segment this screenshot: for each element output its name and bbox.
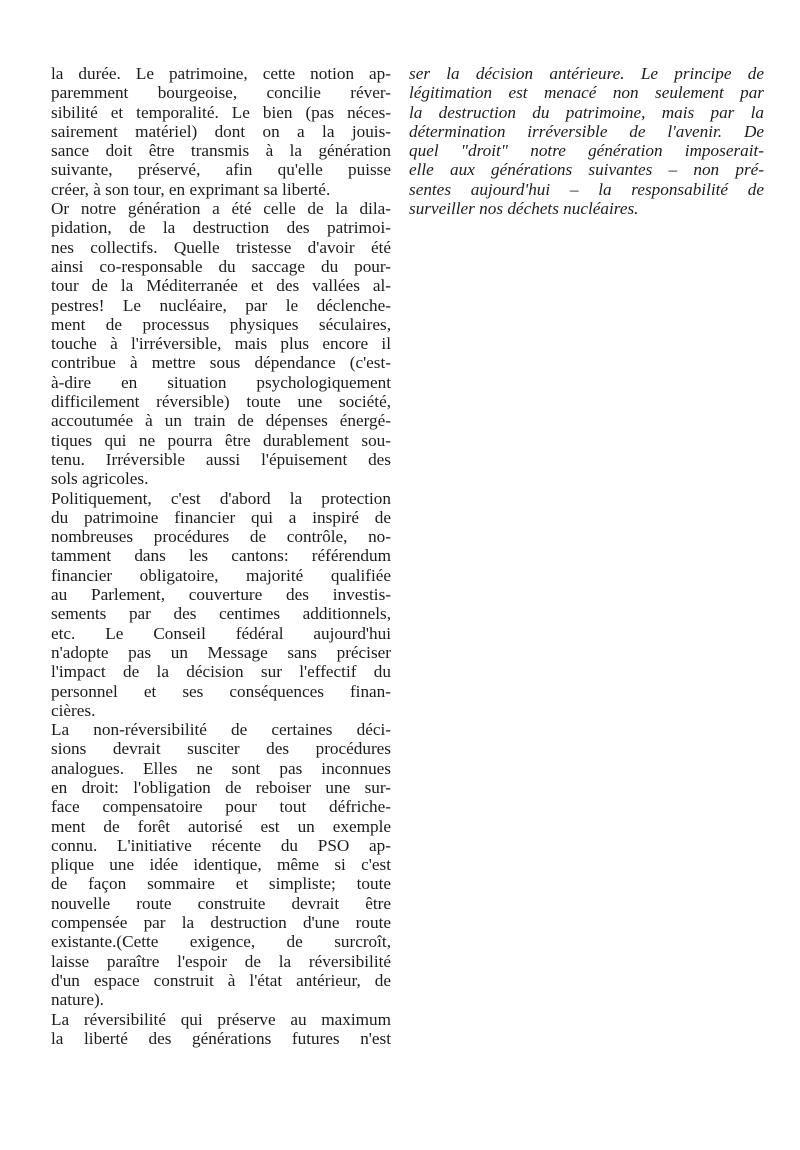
text-line: La réversibilité qui préserve au maximum [51,1009,391,1029]
text-line: personnel et ses conséquences finan- [51,681,391,701]
text-line: nature). [51,990,104,1010]
text-line: ment de processus physiques séculaires, [51,314,391,334]
text-line: face compensatoire pour tout défriche- [51,797,391,817]
text-line: sols agricoles. [51,469,149,489]
text-line: nes collectifs. Quelle tristesse d'avoir été [51,237,391,257]
text-line: etc. Le Conseil fédéral aujourd'hui [51,623,391,643]
text-line: sance doit être transmis à la génération [51,141,391,161]
text-line: Or notre génération a été celle de la dila- [51,199,391,219]
text-line: Politiquement, c'est d'abord la protection [51,488,391,508]
text-line: tamment dans les cantons: référendum [51,546,391,566]
text-line: légitimation est menacé non seulement par [409,83,764,103]
text-line: en droit: l'obligation de reboiser une sur- [51,777,391,797]
text-line: tiques qui ne pourra être durablement sou- [51,430,391,450]
text-line: difficilement réversible) toute une société, [51,392,391,412]
text-line: sairement matériel) dont on a la jouis- [51,121,391,141]
right-text-column [409,64,764,218]
text-line: tenu. Irréversible aussi l'épuisement des [51,449,391,469]
text-line: ainsi co-responsable du saccage du pour- [51,256,391,276]
text-line: pestres! Le nucléaire, par le déclenche- [51,295,391,315]
text-line: d'un espace construit à l'état antérieur, de [51,970,391,990]
text-line: nombreuses procédures de contrôle, no- [51,527,391,547]
text-line: elle aux générations suivantes – non pré- [409,160,764,180]
text-line: paremment bourgeoise, concilie réver- [51,83,391,103]
text-line: n'adopte pas un Message sans préciser [51,642,391,662]
text-line: de façon sommaire et simpliste; toute [51,874,391,894]
text-line: détermination irréversible de l'avenir. De [409,121,764,141]
left-text-column [51,64,391,1048]
text-line: la liberté des générations futures n'est [51,1028,391,1048]
text-line: du patrimoine financier qui a inspiré de [51,507,391,527]
text-line: surveiller nos déchets nucléaires. [409,199,639,219]
text-line: sements par des centimes additionnels, [51,604,391,624]
text-line: ser la décision antérieure. Le principe de [409,64,764,83]
text-line: ment de forêt autorisé est un exemple [51,816,391,836]
text-line: contribue à mettre sous dépendance (c'est- [51,353,391,373]
text-line: connu. L'initiative récente du PSO ap- [51,835,391,855]
text-line: suivante, préservé, afin qu'elle puisse [51,160,391,180]
text-line: tour de la Méditerranée et des vallées al- [51,276,391,296]
text-line: au Parlement, couverture des investis- [51,585,391,605]
text-line: laisse paraître l'espoir de la réversibilité [51,951,391,971]
text-line: accoutumée à un train de dépenses énergé- [51,411,391,431]
text-line: la destruction du patrimoine, mais par la [409,102,764,122]
text-line: cières. [51,700,96,720]
text-line: la durée. Le patrimoine, cette notion ap- [51,64,391,83]
text-line: analogues. Elles ne sont pas inconnues [51,758,391,778]
text-line: plique une idée identique, même si c'est [51,855,391,875]
text-line: pidation, de la destruction des patrimoi- [51,218,391,238]
text-line: à-dire en situation psychologiquement [51,372,391,392]
text-line: sibilité et temporalité. Le bien (pas néces- [51,102,391,122]
text-line: financier obligatoire, majorité qualifiée [51,565,391,585]
text-line: l'impact de la décision sur l'effectif du [51,662,391,682]
text-line: La non-réversibilité de certaines déci- [51,720,391,740]
text-line: compensée par la destruction d'une route [51,913,391,933]
text-line: existante.(Cette exigence, de surcroît, [51,932,391,952]
text-line: créer, à son tour, en exprimant sa liberté. [51,179,331,199]
text-line: sions devrait susciter des procédures [51,739,391,759]
text-line: sentes aujourd'hui – la responsabilité de [409,179,764,199]
text-line: nouvelle route construite devrait être [51,893,391,913]
text-line: quel "droit" notre génération imposerait- [409,141,764,161]
text-line: touche à l'irréversible, mais plus encore il [51,334,391,354]
